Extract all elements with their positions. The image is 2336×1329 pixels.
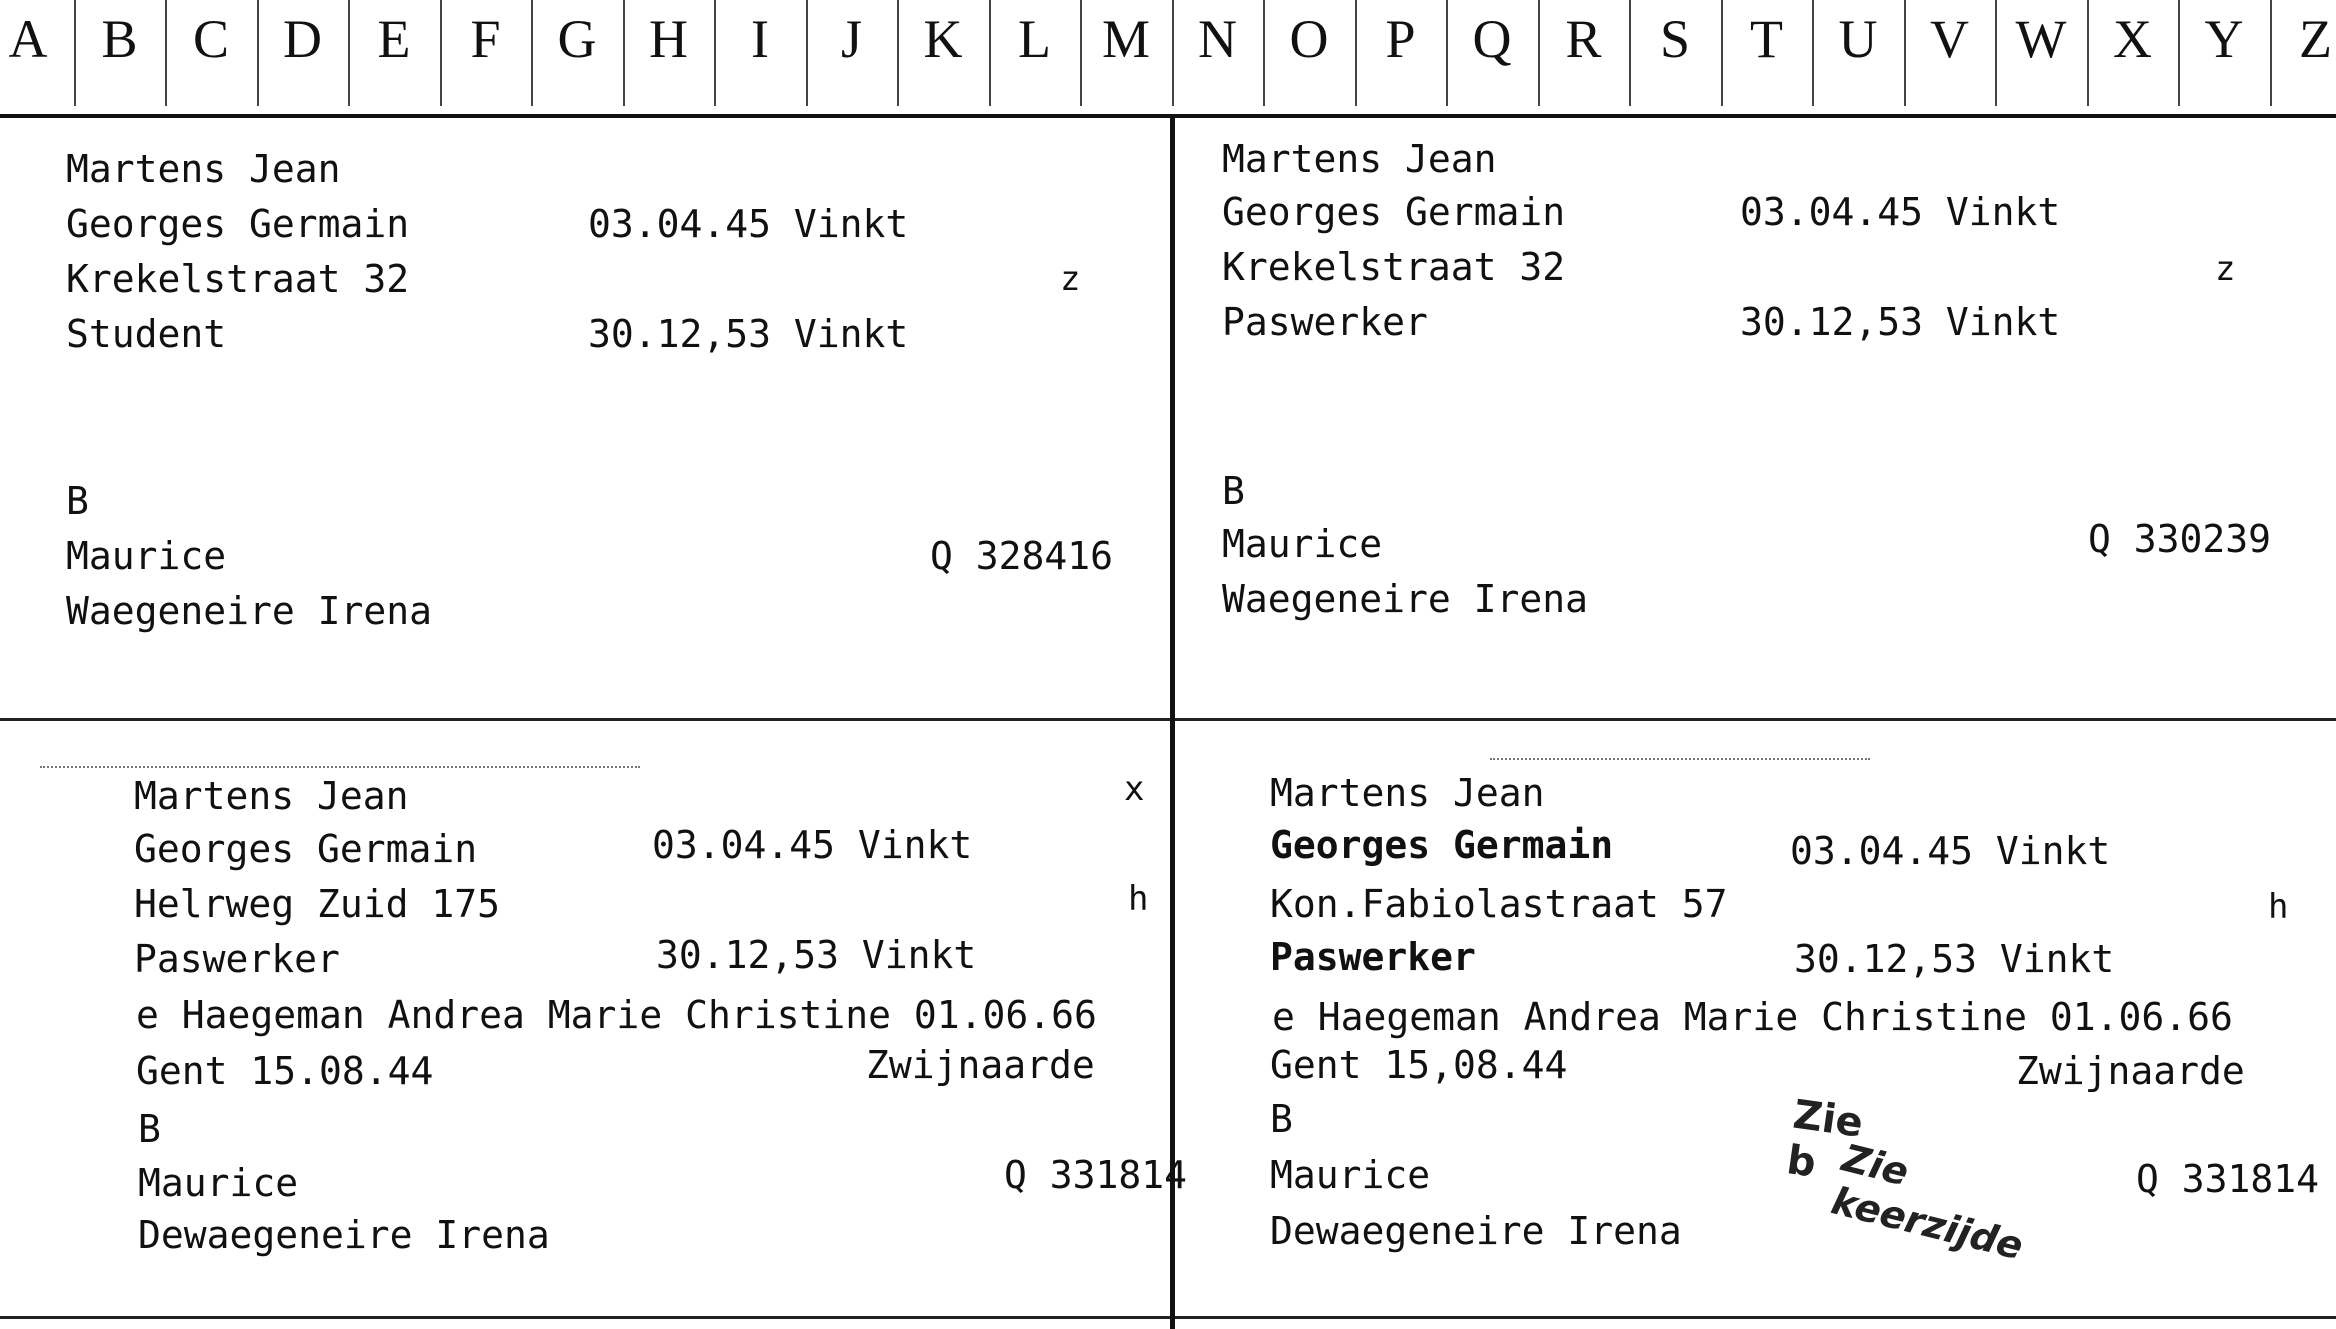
- alphabet-separator: [348, 0, 350, 106]
- card-mother: Dewaegeneire Irena: [1270, 1209, 1682, 1253]
- alphabet-separator: [1721, 0, 1723, 106]
- alphabet-separator: [1355, 0, 1357, 106]
- alphabet-letter-m: M: [1101, 9, 1151, 69]
- card-marriage-place: Zwijnaarde: [2016, 1049, 2245, 1093]
- card-given-names: Georges Germain: [1222, 190, 1566, 234]
- card-mark: h: [2268, 887, 2289, 927]
- alphabet-letter-u: U: [1838, 9, 1878, 69]
- alphabet-letter-z: Z: [2299, 9, 2332, 69]
- middle-divider: [0, 718, 2336, 721]
- card-mark: z: [2215, 249, 2236, 289]
- card-number: Q 328416: [930, 534, 1114, 578]
- alphabet-letter-q: Q: [1472, 9, 1512, 69]
- alphabet-letter-p: P: [1385, 9, 1416, 69]
- card-code: B: [1222, 469, 1245, 513]
- card-surname: Martens Jean: [1270, 771, 1545, 815]
- alphabet-separator: [1995, 0, 1997, 106]
- card-occupation: Paswerker: [1270, 935, 1476, 979]
- alphabet-letter-d: D: [283, 9, 322, 69]
- alphabet-index-strip: [0, 0, 2336, 118]
- card-surname: Martens Jean: [134, 774, 409, 818]
- card-occupation-date: 30.12,53 Vinkt: [656, 933, 977, 977]
- card-father: Maurice: [1270, 1153, 1431, 1197]
- card-occupation-date: 30.12,53 Vinkt: [1794, 937, 2115, 981]
- alphabet-separator: [2087, 0, 2089, 106]
- alphabet-separator: [257, 0, 259, 106]
- alphabet-separator: [165, 0, 167, 106]
- card-address: Kon.Fabiolastraat 57: [1270, 882, 1728, 926]
- card-code: B: [1270, 1097, 1293, 1141]
- alphabet-letter-y: Y: [2204, 9, 2244, 69]
- alphabet-separator: [1080, 0, 1082, 106]
- card-mother: Waegeneire Irena: [1222, 577, 1589, 621]
- card-number: Q 331814: [2136, 1157, 2320, 1201]
- card-address: Krekelstraat 32: [66, 257, 410, 301]
- card-surname: Martens Jean: [1222, 137, 1497, 181]
- card-occupation: Paswerker: [134, 937, 340, 981]
- card-number: Q 330239: [2088, 517, 2272, 561]
- alphabet-separator: [1538, 0, 1540, 106]
- card-birth: 03.04.45 Vinkt: [652, 823, 973, 867]
- alphabet-letter-f: F: [470, 9, 501, 69]
- card-mark: z: [1060, 259, 1081, 299]
- alphabet-separator: [989, 0, 991, 106]
- card-code: B: [66, 479, 89, 523]
- alphabet-separator: [1629, 0, 1631, 106]
- scan-artifact: [1490, 758, 1870, 760]
- card-mother: Dewaegeneire Irena: [138, 1213, 550, 1257]
- card-occupation-date: 30.12,53 Vinkt: [588, 312, 909, 356]
- card-address: Helrweg Zuid 175: [134, 882, 501, 926]
- card-corner-mark: x: [1124, 769, 1145, 809]
- alphabet-separator: [714, 0, 716, 106]
- card-father: Maurice: [138, 1161, 299, 1205]
- card-mother: Waegeneire Irena: [66, 589, 433, 633]
- alphabet-separator: [2270, 0, 2272, 106]
- alphabet-letter-e: E: [377, 9, 411, 69]
- card-address: Krekelstraat 32: [1222, 245, 1566, 289]
- alphabet-separator: [1263, 0, 1265, 106]
- alphabet-letter-w: W: [2015, 9, 2067, 69]
- alphabet-separator: [1904, 0, 1906, 106]
- card-father: Maurice: [1222, 522, 1383, 566]
- alphabet-letter-o: O: [1289, 9, 1329, 69]
- alphabet-letter-v: V: [1930, 9, 1969, 69]
- alphabet-letter-h: H: [649, 9, 688, 69]
- card-spouse: e Haegeman Andrea Marie Christine 01.06.66: [136, 993, 1097, 1037]
- card-spouse-birth: Gent 15,08.44: [1270, 1043, 1568, 1087]
- alphabet-letter-x: X: [2113, 9, 2152, 69]
- alphabet-separator: [1172, 0, 1174, 106]
- alphabet-letter-s: S: [1659, 9, 1691, 69]
- card-birth: 03.04.45 Vinkt: [588, 202, 909, 246]
- card-birth: 03.04.45 Vinkt: [1790, 829, 2111, 873]
- card-code: B: [138, 1107, 161, 1151]
- card-given-names: Georges Germain: [66, 202, 410, 246]
- alphabet-letter-a: A: [8, 9, 48, 69]
- card-given-names: Georges Germain: [134, 827, 478, 871]
- card-occupation-date: 30.12,53 Vinkt: [1740, 300, 2061, 344]
- alphabet-separator: [440, 0, 442, 106]
- card-spouse-birth: Gent 15.08.44: [136, 1049, 434, 1093]
- alphabet-separator: [897, 0, 899, 106]
- rubber-stamp-line-2: Zie keerzijde: [1827, 1135, 2028, 1269]
- card-father: Maurice: [66, 534, 227, 578]
- alphabet-separator: [531, 0, 533, 106]
- alphabet-letter-j: J: [840, 9, 863, 69]
- card-mark: h: [1128, 879, 1149, 919]
- rubber-stamp-line-1: Zie b: [1783, 1091, 1866, 1187]
- alphabet-letter-r: R: [1565, 9, 1602, 69]
- alphabet-letter-i: I: [751, 9, 769, 69]
- scan-artifact: [40, 766, 640, 768]
- alphabet-letter-k: K: [923, 9, 963, 69]
- card-birth: 03.04.45 Vinkt: [1740, 190, 2061, 234]
- center-divider: [1170, 118, 1175, 1329]
- card-occupation: Student: [66, 312, 227, 356]
- card-spouse: e Haegeman Andrea Marie Christine 01.06.66: [1272, 995, 2233, 1039]
- card-number: Q 331814: [1004, 1153, 1188, 1197]
- alphabet-letter-b: B: [101, 9, 138, 69]
- alphabet-letter-l: L: [1018, 9, 1051, 69]
- alphabet-letter-g: G: [557, 9, 597, 69]
- card-given-names: Georges Germain: [1270, 823, 1614, 867]
- card-occupation: Paswerker: [1222, 300, 1428, 344]
- alphabet-separator: [2178, 0, 2180, 106]
- alphabet-letter-c: C: [192, 9, 230, 69]
- card-marriage-place: Zwijnaarde: [866, 1043, 1095, 1087]
- card-surname: Martens Jean: [66, 147, 341, 191]
- alphabet-separator: [623, 0, 625, 106]
- alphabet-separator: [1446, 0, 1448, 106]
- alphabet-letter-n: N: [1198, 9, 1237, 69]
- alphabet-separator: [806, 0, 808, 106]
- bottom-divider: [0, 1316, 2336, 1319]
- alphabet-separator: [74, 0, 76, 106]
- alphabet-letter-t: T: [1750, 9, 1783, 69]
- alphabet-separator: [1812, 0, 1814, 106]
